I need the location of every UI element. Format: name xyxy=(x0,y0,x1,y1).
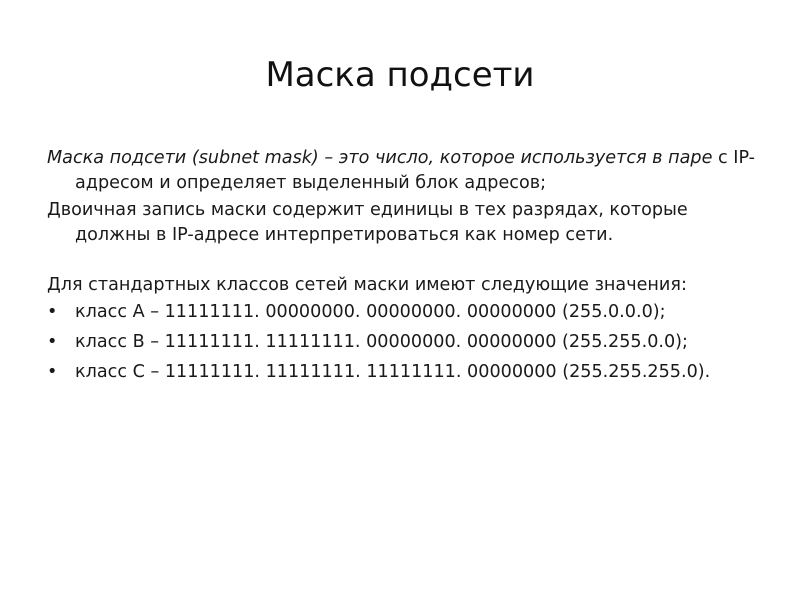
mask-class-list xyxy=(47,300,762,385)
list-item-class-a xyxy=(47,300,762,325)
bullet-icon: • xyxy=(47,332,58,352)
bullet-icon: • xyxy=(47,362,58,382)
standard-classes-intro: Для стандартных классов сетей маски имеют следующие значения: xyxy=(47,275,687,295)
class-a-mask-text: класс A – 11111111. 00000000. 00000000. 00000000 (255.0.0.0); xyxy=(75,302,666,322)
class-c-mask-text: класс C – 11111111. 11111111. 11111111. 00000000 (255.255.255.0). xyxy=(75,362,711,382)
binary-notation-paragraph: Двоичная запись маски содержит единицы в тех разрядах, которые должны в IP-адресе интерпретироваться как номер сети. xyxy=(47,200,688,245)
list-item-class-b xyxy=(47,330,762,355)
definition-italic-text: Маска подсети (subnet mask) – это число, которое используется в паре xyxy=(47,148,713,168)
definition-normal-text: с IP-адресом и определяет выделенный блок адресов; xyxy=(75,148,756,193)
slide-body xyxy=(47,146,762,390)
definition-paragraph xyxy=(47,146,762,196)
class-b-mask-text: класс B – 11111111. 11111111. 00000000. 00000000 (255.255.0.0); xyxy=(75,332,688,352)
bullet-icon: • xyxy=(47,302,58,322)
list-item-class-c xyxy=(47,360,762,385)
slide-title: Маска подсети xyxy=(265,55,535,95)
